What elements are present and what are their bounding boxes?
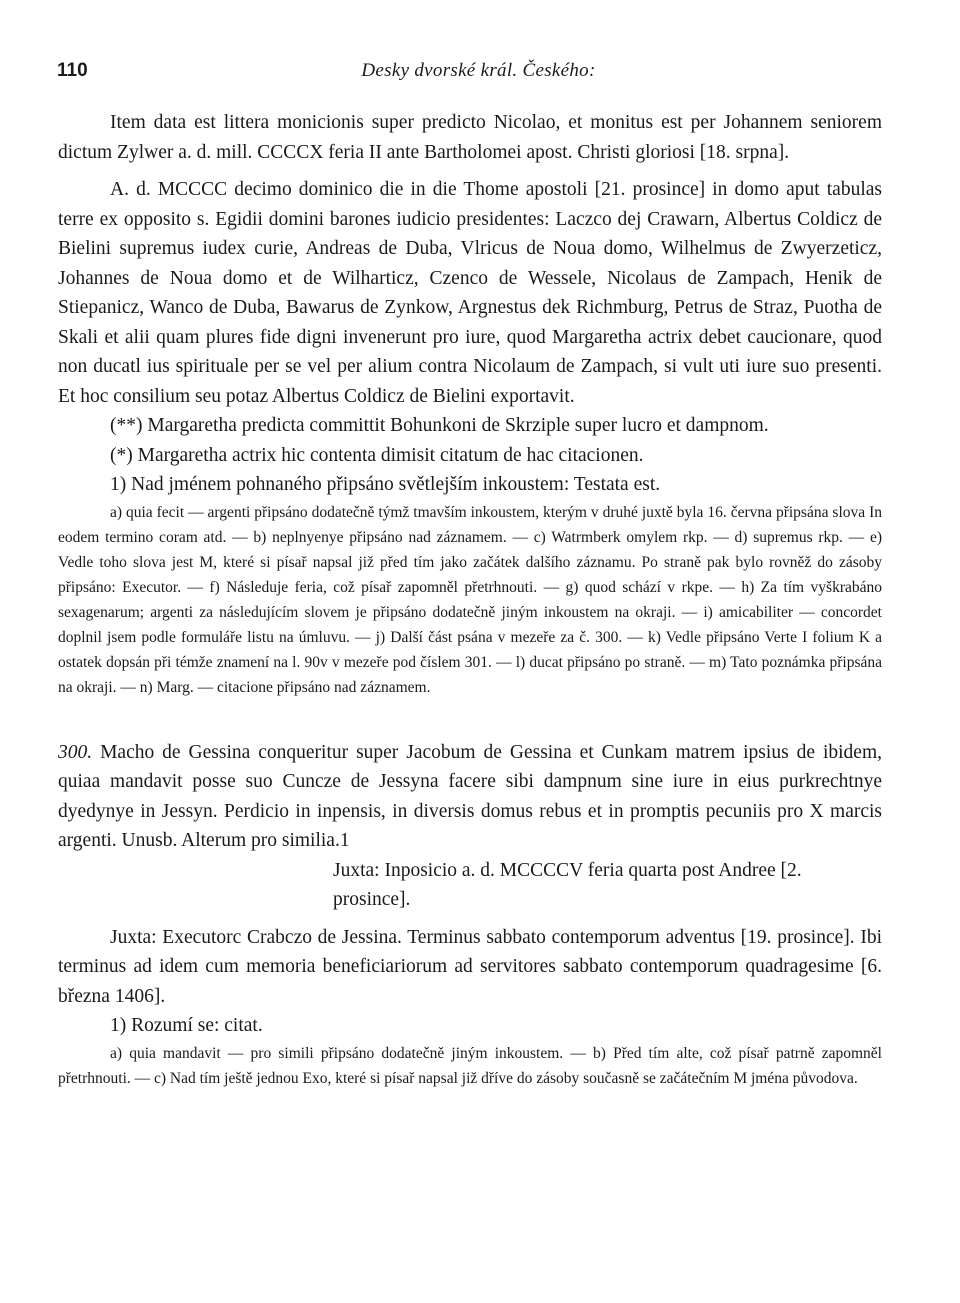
page-body [58,108,882,1091]
running-title: Desky dvorské král. Českého: [361,60,596,81]
page-header [57,60,900,86]
entry-text: Macho de Gessina conqueritur super Jacobum de Gessina et Cunkam matrem ipsius de ibidem, quiaa mandavit posse suo Cuncze de Jessyna facere sibi dampnum sine iure in eius purkrechtnye dyedynye in Jessyn. Perdicio in inpensis, in diversis domus rebus et in promptis pecuniis pro X marcis argenti. Unusb. Alterum pro similia.1 [58,741,882,851]
footnote: 1) Rozumí se: citat. [110,1015,263,1036]
entry-number: 300. [58,741,93,763]
page-number: 110 [57,60,88,81]
entry-paragraph [58,738,882,856]
entry-paragraph: A. d. MCCCC decimo dominico die in die Thome apostoli [21. prosince] in domo aput tabulas terre ex opposito s. Egidii domini barones iudicio presidentes: Laczco dej Crawarn, Albertus Coldicz de Bielini supremus iudex curie, Andreas de Duba, Vlricus de Noua domo, Wilhelmus de Zwyerzeticz, Johannes de Noua domo et de Wilharticz, Czenco de Wessele, Nicolaus de Zampach, Henik de Stiepanicz, Wanco de Duba, Bawarus de Zynkow, Argnestus dek Richmburg, Petrus de Straz, Puotha de Skali et alii quam plures fide digni invenerunt pro iure, quod Margaretha actrix debet caucionare, quod non ducatl ius spirituale per se vel per alium contra Nicolaum de Zampach, si vult uti iure suo presenti. Et hoc consilium seu potaz Albertus Coldicz de Bielini exportavit. [58,179,882,407]
entry-paragraph: (**) Margaretha predicta committit Bohunkoni de Skrziple super lucro et dampnom. [110,415,769,436]
juxta-note: Juxta: Inposicio a. d. MCCCCV feria quarta post Andree [2. prosince]. [333,859,802,910]
footnote: 1) Nad jménem pohnaného připsáno světlejším inkoustem: Testata est. [110,474,661,495]
critical-apparatus: a) quia mandavit — pro simili připsáno dodatečně jiným inkoustem. — b) Před tím alte, což písař patrně zapomněl přetrhnouti. — c) Nad tím ještě jednou Exo, které si písař napsal již dříve do zásoby současně se začátečním M jména původova. [58,1044,882,1087]
critical-apparatus: a) quia fecit — argenti připsáno dodatečně týmž tmavším inkoustem, kterým v druhé juxtě byla 16. června připsána slova In eodem termino coram atd. — b) neplnyenye připsáno nad záznamem. — c) Watrmberk omylem rkp. — d) supremus rkp. — e) Vedle toho slova jest M, které si písař napsal již před tím jako začátek dalšího záznamu. Po straně pak bylo rovněž do zásoby připsáno: Executor. — f) Následuje feria, což písař zapomněl přetrhnouti. — g) quod schází v rkpe. — h) Za tím vyškrabáno sexagenarum; argenti za následujícím slovem je připsáno dodatečně jiným inkoustem na okraji. — i) amicabiliter — concordet doplnil jsem podle formuláře listu na úmluvu. — j) Další část psána v mezeře za č. 300. — k) Vedle připsáno Verte I folium K a ostatek dopsán při témže znamení na l. 90v v mezeře pod číslem 301. — l) ducat připsáno po straně. — m) Tato poznámka připsána na okraji. — n) Marg. — citacione připsáno nad záznamem. [58,503,882,696]
entry-paragraph: Item data est littera monicionis super predicto Nicolao, et monitus est per Johannem seniorem dictum Zylwer a. d. mill. CCCCX feria II ante Bartholomei apost. Christi gloriosi [18. srpna]. [58,112,882,163]
juxta-note: Juxta: Executorc Crabczo de Jessina. Terminus sabbato contemporum adventus [19. prosince]. Ibi terminus ad idem cum memoria beneficiariorum ad servitores sabbato contemporum quadragesime [6. března 1406]. [58,926,882,1007]
entry-paragraph: (*) Margaretha actrix hic contenta dimisit citatum de hac citacionen. [110,444,644,466]
